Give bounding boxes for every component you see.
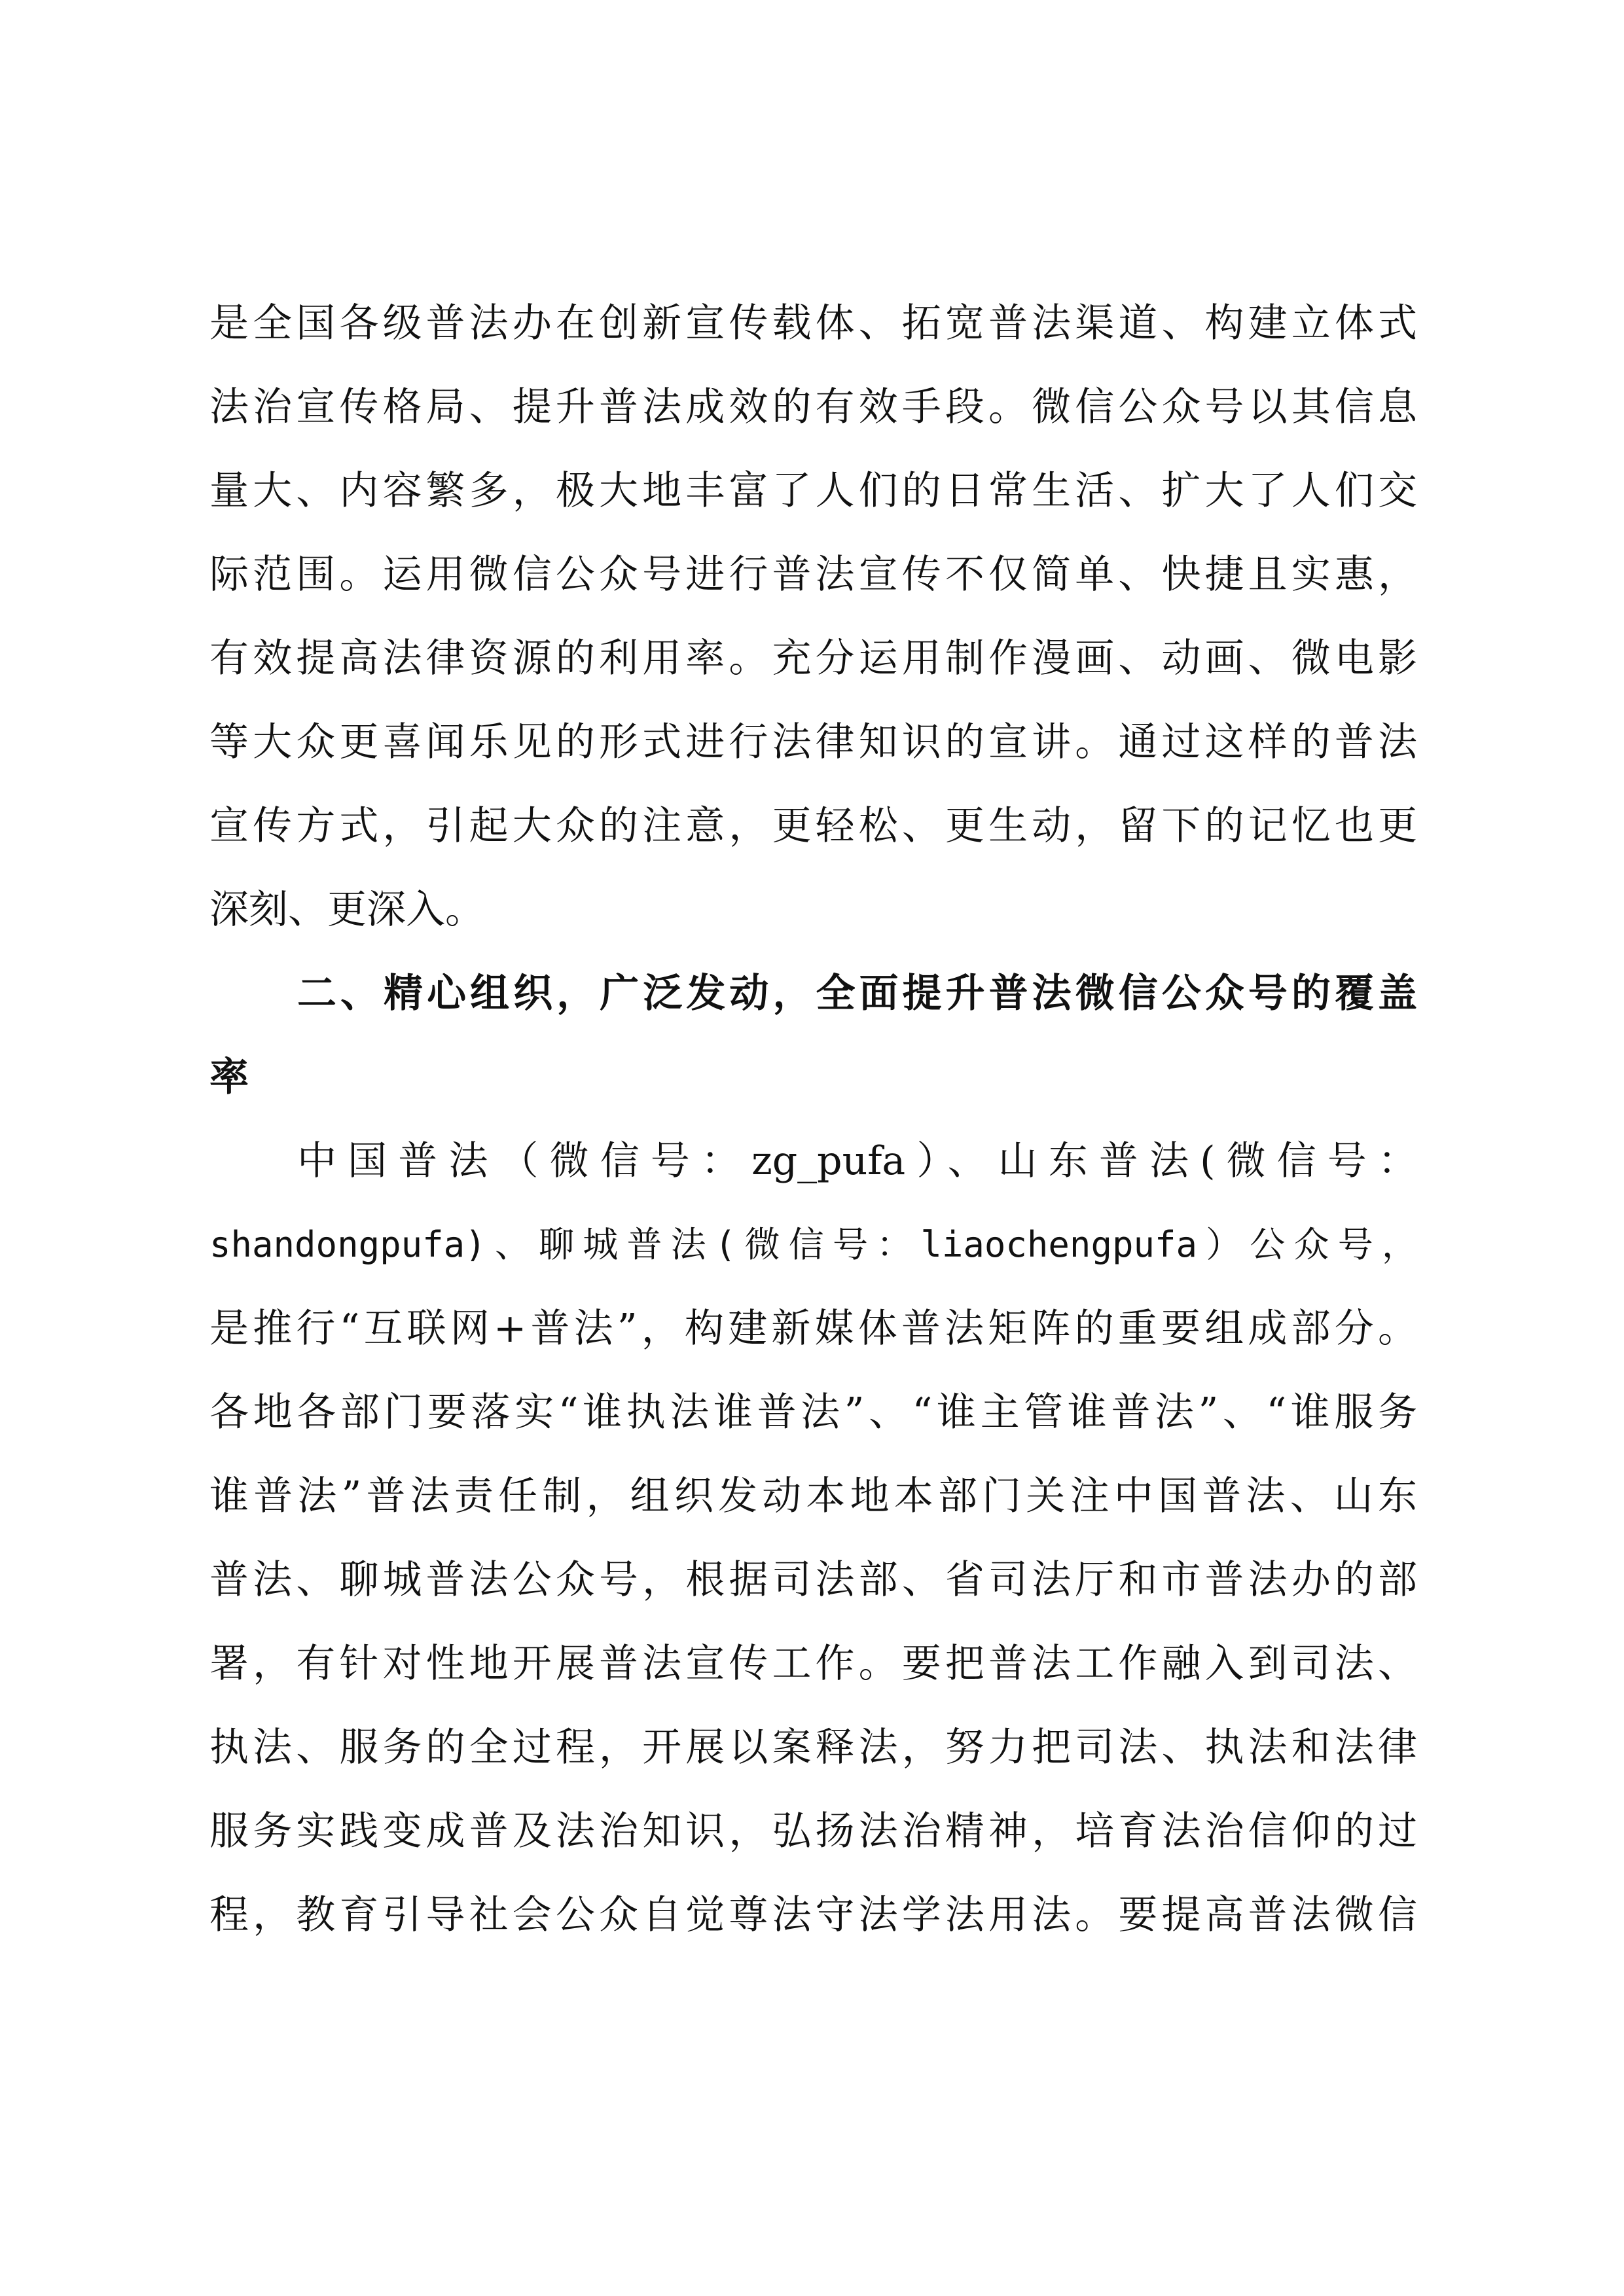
- paragraph-2-line-5: 谁普法”普法责任制，组织发动本地本部门关注中国普法、山东: [209, 1473, 1417, 1519]
- paragraph-1-line-5: 有效提高法律资源的利用率。充分运用制作漫画、动画、微电影: [209, 636, 1417, 681]
- paragraph-2-line-7: 署，有针对性地开展普法宣传工作。要把普法工作融入到司法、: [209, 1641, 1417, 1687]
- paragraph-1-line-1: 是全国各级普法办在创新宣传载体、拓宽普法渠道、构建立体式: [209, 300, 1417, 346]
- paragraph-1-line-6: 等大众更喜闻乐见的形式进行法律知识的宣讲。通过这样的普法: [209, 719, 1417, 765]
- paragraph-2-line-9: 服务实践变成普及法治知识，弘扬法治精神，培育法治信仰的过: [209, 1808, 1417, 1854]
- paragraph-2-line-4: 各地各部门要落实“谁执法谁普法”、“谁主管谁普法”、“谁服务: [209, 1390, 1417, 1435]
- section-heading-line-2: 率: [209, 1054, 249, 1100]
- paragraph-2-line-10: 程，教育引导社会公众自觉尊法守法学法用法。要提高普法微信: [209, 1892, 1417, 1938]
- paragraph-2-line-8: 执法、服务的全过程，开展以案释法，努力把司法、执法和法律: [209, 1725, 1417, 1770]
- paragraph-1-line-8: 深刻、更深入。: [209, 887, 484, 933]
- paragraph-1-line-7: 宣传方式，引起大众的注意，更轻松、更生动，留下的记忆也更: [209, 803, 1417, 849]
- paragraph-2-line-2: shandongpufa)、聊城普法(微信号：liaochengpufa）公众号，: [209, 1224, 1417, 1265]
- paragraph-1-line-2: 法治宣传格局、提升普法成效的有效手段。微信公众号以其信息: [209, 384, 1417, 430]
- paragraph-1-line-4: 际范围。运用微信公众号进行普法宣传不仅简单、快捷且实惠，: [209, 552, 1417, 598]
- paragraph-2-line-6: 普法、聊城普法公众号，根据司法部、省司法厅和市普法办的部: [209, 1557, 1417, 1603]
- paragraph-2-line-1: 中国普法（微信号：zg_pufa）、山东普法(微信号：: [297, 1138, 1417, 1184]
- paragraph-1-line-3: 量大、内容繁多，极大地丰富了人们的日常生活、扩大了人们交: [209, 468, 1417, 514]
- paragraph-2-line-3: 是推行“互联网+普法”，构建新媒体普法矩阵的重要组成部分。: [209, 1306, 1417, 1352]
- section-heading-line-1: 二、精心组织，广泛发动，全面提升普法微信公众号的覆盖: [297, 971, 1417, 1016]
